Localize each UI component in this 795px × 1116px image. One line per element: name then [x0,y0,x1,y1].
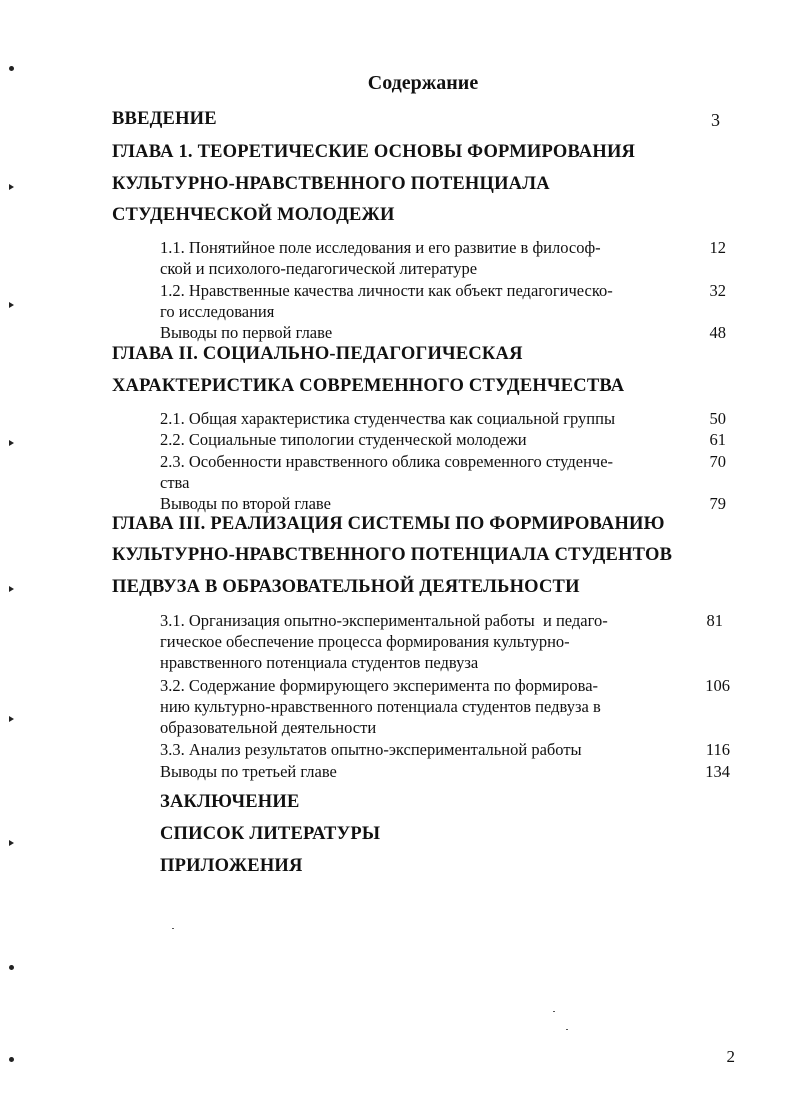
chapter3-heading-line1: ГЛАВА III. РЕАЛИЗАЦИЯ СИСТЕМЫ ПО ФОРМИРОВАНИЮ [112,514,665,534]
page-title: Содержание [367,72,479,94]
toc-entry-2-3-page: 70 [709,452,726,471]
toc-entry-line: 3.2. Содержание формирующего эксперимента по формирова- [160,676,599,695]
chapter2-heading-line2: ХАРАКТЕРИСТИКА СОВРЕМЕННОГО СТУДЕНЧЕСТВА [112,376,625,396]
toc-entry-3-conclusions-page: 134 [705,762,730,781]
toc-intro-heading: ВВЕДЕНИЕ [112,109,217,129]
toc-entry-3-2 [160,675,690,738]
binding-hole-mark [9,716,14,722]
toc-entry-1-conclusions-page: 48 [709,323,726,342]
toc-entry-1-2-page: 32 [709,281,726,300]
toc-entry-line: го исследования [160,302,275,321]
toc-intro-page: 3 [711,110,720,130]
toc-entry-2-conclusions [160,493,690,514]
toc-entry-line: 3.1. Организация опытно-экспериментальной работы и педаго- [160,611,608,630]
toc-entry-line: ства [160,473,190,492]
scan-speck [553,1011,555,1012]
binding-hole-mark [9,840,14,846]
binding-hole-mark [9,1057,14,1062]
toc-entry-1-2 [160,280,690,322]
chapter1-heading-line2: КУЛЬТУРНО-НРАВСТВЕННОГО ПОТЕНЦИАЛА [112,174,550,194]
toc-entry-line: 1.2. Нравственные качества личности как объект педагогическо- [160,281,613,300]
binding-hole-mark [9,184,14,190]
binding-hole-mark [9,586,14,592]
toc-bibliography-heading: СПИСОК ЛИТЕРАТУРЫ [160,824,381,844]
toc-entry-2-2 [160,429,690,450]
binding-hole-mark [9,440,14,446]
toc-entry-3-conclusions [160,761,690,782]
toc-entry-2-conclusions-page: 79 [709,494,726,513]
toc-entry-3-1-page: 81 [706,611,723,630]
binding-hole-mark [9,302,14,308]
toc-entry-1-1-page: 12 [709,238,726,257]
toc-entry-3-1 [160,610,690,673]
toc-entry-line: нию культурно-нравственного потенциала студентов педвуза в [160,697,601,716]
toc-entry-line: нравственного потенциала студентов педвуза [160,653,479,672]
toc-conclusion-heading: ЗАКЛЮЧЕНИЕ [160,792,300,812]
toc-entry-2-1-page: 50 [709,409,726,428]
scan-speck [566,1029,568,1030]
toc-entry-line: 2.2. Социальные типологии студенческой молодежи [160,430,527,449]
toc-entry-1-1 [160,237,690,279]
chapter1-heading-line3: СТУДЕНЧЕСКОЙ МОЛОДЕЖИ [112,205,395,225]
toc-entry-3-3 [160,739,690,760]
toc-entry-3-3-page: 116 [705,740,730,759]
chapter3-heading-line2: КУЛЬТУРНО-НРАВСТВЕННОГО ПОТЕНЦИАЛА СТУДЕНТОВ [112,545,673,565]
binding-hole-mark [9,965,14,970]
toc-entry-line: ской и психолого-педагогической литературе [160,259,478,278]
toc-entry-1-conclusions [160,322,690,343]
page-number: 2 [726,1047,735,1066]
chapter1-heading-line1: ГЛАВА 1. ТЕОРЕТИЧЕСКИЕ ОСНОВЫ ФОРМИРОВАНИЯ [112,142,636,162]
toc-entry-line: 2.1. Общая характеристика студенчества как социальной группы [160,409,616,428]
toc-entry-line: Выводы по второй главе [160,494,331,513]
chapter3-heading-line3: ПЕДВУЗА В ОБРАЗОВАТЕЛЬНОЙ ДЕЯТЕЛЬНОСТИ [112,577,580,597]
toc-entry-line: гическое обеспечение процесса формирования культурно- [160,632,570,651]
scan-speck [172,928,174,929]
toc-entry-line: образовательной деятельности [160,718,377,737]
binding-hole-mark [9,66,14,71]
toc-entry-2-3 [160,451,690,493]
toc-entry-line: 2.3. Особенности нравственного облика современного студенче- [160,452,614,471]
toc-appendices-heading: ПРИЛОЖЕНИЯ [160,856,303,876]
toc-entry-2-1 [160,408,690,429]
toc-entry-line: 3.3. Анализ результатов опытно-экспериментальной работы [160,740,582,759]
toc-entry-line: Выводы по первой главе [160,323,333,342]
toc-entry-3-2-page: 106 [705,676,730,695]
toc-entry-line: Выводы по третьей главе [160,762,337,781]
toc-entry-2-2-page: 61 [709,430,726,449]
chapter2-heading-line1: ГЛАВА II. СОЦИАЛЬНО-ПЕДАГОГИЧЕСКАЯ [112,344,523,364]
toc-entry-line: 1.1. Понятийное поле исследования и его развитие в философ- [160,238,601,257]
